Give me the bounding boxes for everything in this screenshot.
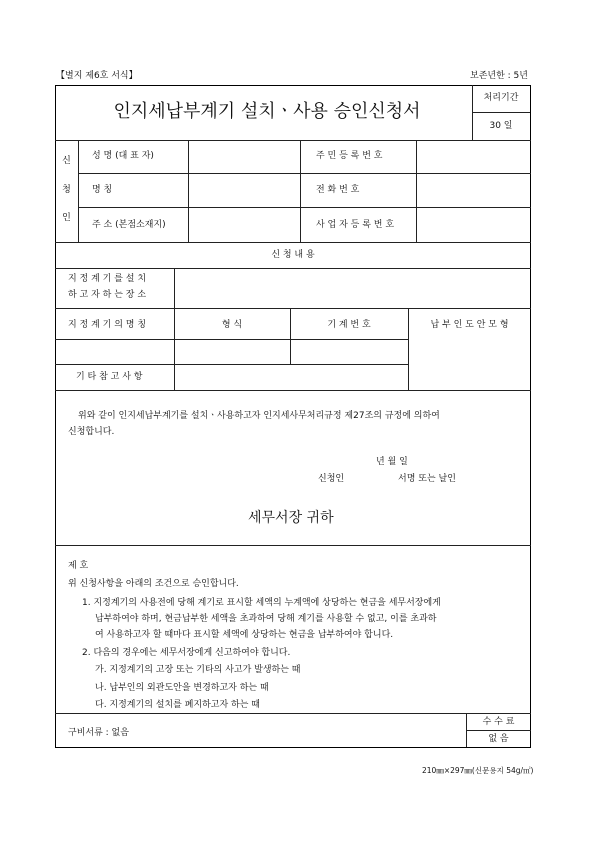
declaration-line-1: 위와 같이 인지세납부계기를 설치ㆍ사용하고자 인지세사무처리규정 제27조의 규정에 의하여 [78,411,440,421]
condition-2-b: 나. 납부인의 외관도안을 변경하고자 하는 때 [95,683,269,693]
condition-1-line-3: 여 사용하고자 할 때마다 표시할 세액에 상당하는 현금을 납부하여야 합니다. [95,630,394,640]
phone-label: 전 화 번 호 [316,185,360,195]
applicant-group-label-1: 신 [62,156,71,166]
business-number-label: 사 업 자 등 록 번 호 [316,220,395,230]
condition-1-line-2: 납부하여야 하며, 현금납부한 세액을 초과하여 당해 계기를 사용할 수 없고, 이를 초과하 [95,614,437,624]
applicant-group-label-3: 인 [62,213,71,223]
condition-2: 2. 다음의 경우에는 세무서장에게 신고하여야 합니다. [82,648,291,658]
trade-name-label: 명 칭 [92,185,113,195]
required-documents: 구비서류 : 없음 [68,728,129,738]
condition-1-line-1: 1. 지정계기의 사용전에 당해 계기로 표시할 세액의 누계액에 상당하는 현금을 세무서장에게 [82,598,441,608]
applicant-group-label-2: 청 [62,185,71,195]
paper-spec: 210㎜×297㎜(신문용지 54g/㎡) [422,766,534,775]
addressee: 세무서장 귀하 [248,510,334,526]
application-date: 년 월 일 [376,457,408,467]
processing-period-value: 30 일 [489,121,513,131]
stamp-design-label: 납 부 인 도 안 모 형 [430,320,509,330]
condition-2-c: 다. 지정계기의 설치를 폐지하고자 하는 때 [95,700,260,710]
address-label: 주 소 (본점소재지) [92,220,166,230]
fee-label: 수 수 료 [482,717,515,727]
name-label: 성 명 (대 표 자) [92,151,154,161]
model-label: 형 식 [221,320,243,330]
serial-number-label: 기 계 번 호 [327,320,371,330]
approval-number: 제 호 [68,561,89,571]
sign-or-seal-label: 서명 또는 날인 [398,474,456,484]
request-section-title: 신 청 내 용 [271,250,315,260]
processing-period-label: 처리기간 [483,93,519,103]
condition-2-a: 가. 지정계기의 고장 또는 기타의 사고가 발생하는 때 [95,665,301,675]
install-location-label-1: 지 정 계 기 를 설 치 [68,274,147,284]
approval-intro: 위 신청사항을 아래의 조건으로 승인합니다. [68,579,239,589]
meter-name-label: 지 정 계 기 의 명 칭 [68,320,147,330]
form-code: 【별지 제6호 서식】 [56,71,138,81]
fee-value: 없 음 [488,734,509,744]
applicant-signature-label: 신청인 [318,474,345,484]
other-notes-label: 기 타 참 고 사 항 [76,372,143,382]
form-title: 인지세납부계기 설치ㆍ사용 승인신청서 [113,101,421,122]
resident-number-label: 주 민 등 록 번 호 [316,151,383,161]
retention-period: 보존년한 : 5년 [470,71,528,81]
install-location-label-2: 하 고 자 하 는 장 소 [68,290,147,300]
declaration-line-2: 신청합니다. [68,427,115,437]
